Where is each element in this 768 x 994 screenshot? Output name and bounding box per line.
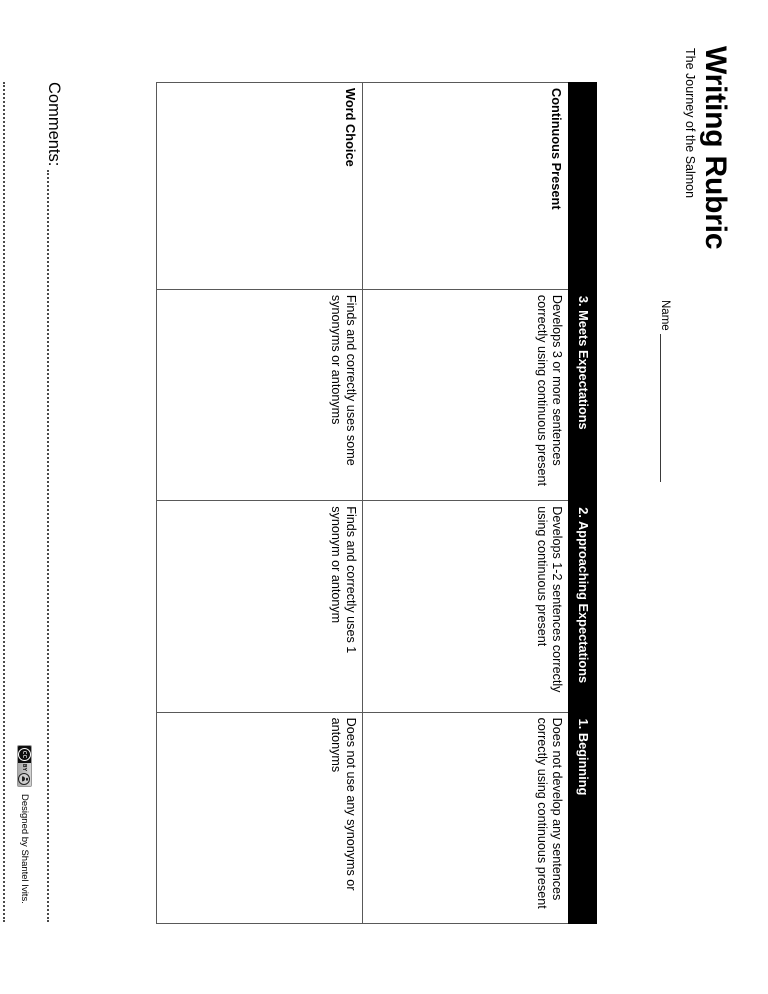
rubric-table [156,82,597,924]
rubric-criterion-word-choice: Word Choice [156,83,362,290]
rubric-criterion-continuous-present: Continuous Present [362,83,568,290]
comments-first-line[interactable] [46,82,63,922]
rubric-header-row [568,83,596,924]
cc-by-label: BY [21,763,28,772]
rubric-cell-continuous-present-level-1[interactable]: Does not develop any sentences correctly using continuous present [362,712,568,923]
page-subtitle: The Journey of the Salmon [683,48,697,199]
comments-label: Comments: [45,82,63,167]
name-field-writing-line[interactable] [661,334,662,482]
comments-writing-line-1[interactable] [48,170,50,922]
page-footer [17,745,32,904]
rubric-header-level-3: 3. Meets Expectations [568,289,596,500]
cc-attribution-icon [18,763,31,786]
table-row [156,83,362,924]
rubric-header-level-2: 2. Approaching Expectations [568,501,596,712]
rubric-cell-word-choice-level-1[interactable]: Does not use any synonyms or antonyms [156,712,362,923]
person-icon [19,773,31,785]
name-field-label: Name [659,300,671,331]
cc-logo-icon [18,746,31,763]
cc-circle-icon: cc [18,748,31,761]
page-title: Writing Rubric [699,46,732,250]
name-field[interactable] [659,300,671,482]
rubric-header-level-1: 1. Beginning [568,712,596,923]
designer-credit: Designed by Shantel Ivits. [19,794,30,904]
comments-writing-line-2[interactable] [4,82,6,922]
rubric-header-criterion [568,83,596,290]
rubric-cell-word-choice-level-2[interactable]: Finds and correctly uses 1 synonym or antonym [156,501,362,712]
cc-by-icon[interactable] [17,745,32,787]
comments-second-line[interactable] [2,82,6,922]
rubric-cell-continuous-present-level-3[interactable]: Develops 3 or more sentences correctly using continuous present [362,289,568,500]
rubric-cell-continuous-present-level-2[interactable]: Develops 1-2 sentences correctly using continuous present [362,501,568,712]
table-row [362,83,568,924]
rubric-cell-word-choice-level-3[interactable]: Finds and correctly uses some synonyms or antonyms [156,289,362,500]
